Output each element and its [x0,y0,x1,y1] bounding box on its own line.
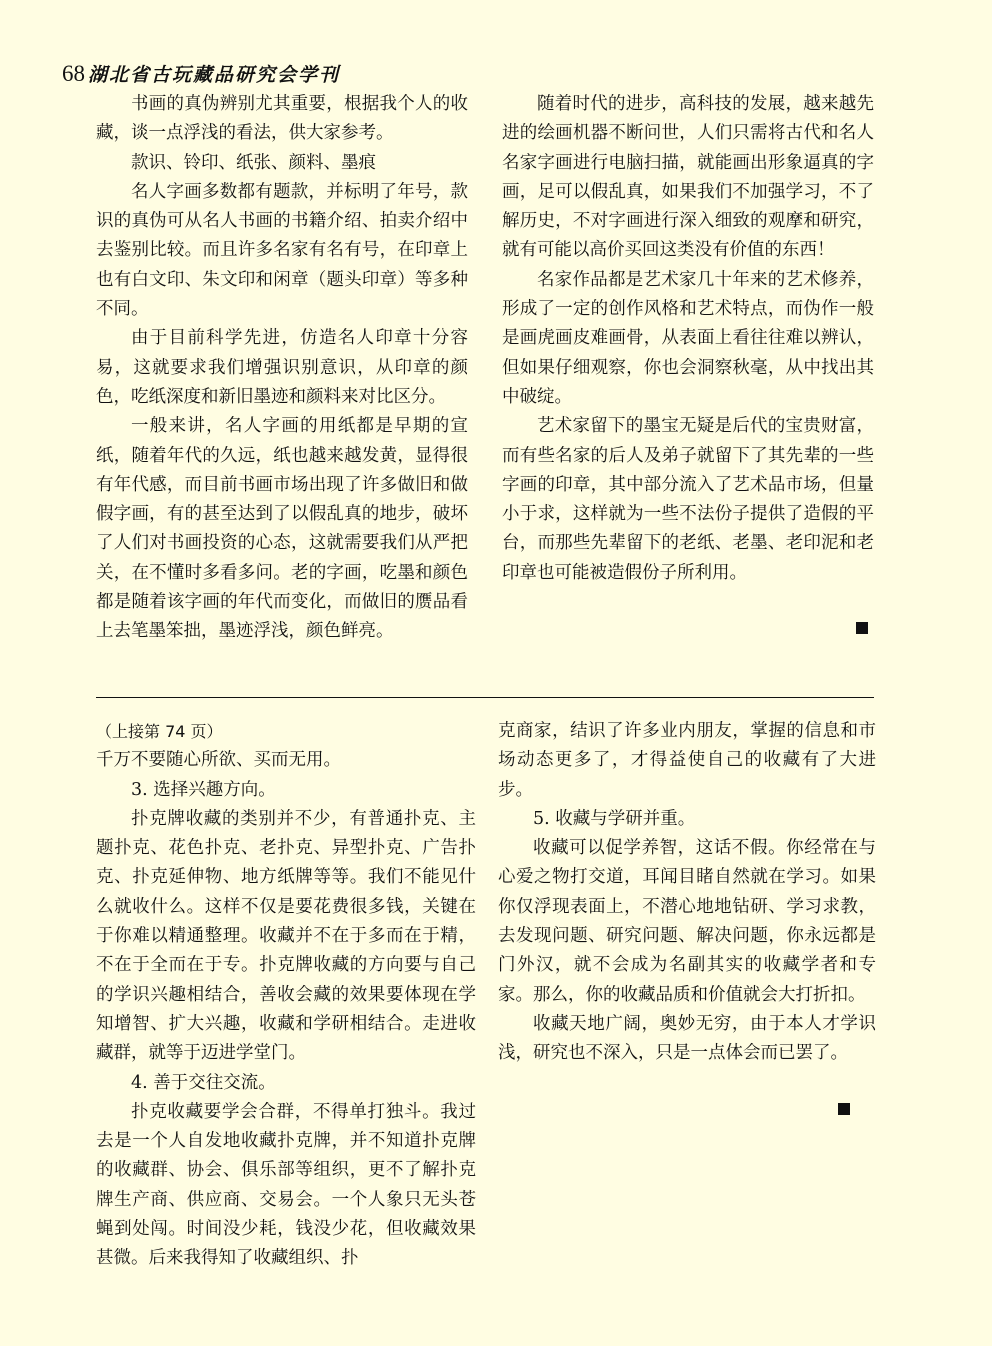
paragraph: 艺术家留下的墨宝无疑是后代的宝贵财富，而有些名家的后人及弟子就留下了其先辈的一些字画的印章，其中部分流入了艺术品市场，但量小于求，这样就为一些不法份子提供了造假的平台，而那些先辈留下的老纸、老墨、老印泥和老印章也可能被造假份子所利用。 [502,416,874,583]
paragraph: 扑克牌收藏的类别并不少，有普通扑克、主题扑克、花色扑克、老扑克、异型扑克、广告扑克、扑克延伸物、地方纸牌等等。我们不能见什么就收什么。这样不仅是要花费很多钱，关键在于你难以精通整理。收藏并不在于多而在于精，不在于全而在于专。扑克牌收藏的方向要与自己的学识兴趣相结合，善收会藏的效果要体现在学知增智、扩大兴趣，收藏和学研相结合。走进收藏群，就等于迈进学堂门。 [96,808,476,1064]
paragraph: 由于目前科学先进，仿造名人印章十分容易，这就要求我们增强识别意识，从印章的颜色，吃纸深度和新旧墨迹和颜料来对比区分。 [96,328,468,407]
article2-right-column [498,717,876,1069]
article2-left-column [96,717,476,1274]
paragraph: 收藏天地广阔，奥妙无穷，由于本人才学识浅，研究也不深入，只是一点体会而已罢了。 [498,1013,876,1064]
paragraph: 克商家，结识了许多业内朋友，掌握的信息和市场动态更多了，才得益使自己的收藏有了大进步。 [498,721,876,800]
article1-right-column [502,90,874,588]
continuation-note: （上接第 74 页） [96,722,223,741]
article1-left-column [96,90,468,647]
page-header [62,60,340,88]
paragraph: 书画的真伪辨别尤其重要，根据我个人的收藏，谈一点浮浅的看法，供大家参考。 [96,94,468,144]
section-divider [96,697,874,698]
paragraph: 名人字画多数都有题款，并标明了年号，款识的真伪可从名人书画的书籍介绍、拍卖介绍中去鉴别比较。而且许多名家有名有号，在印章上也有白文印、朱文印和闲章（题头印章）等多种不同。 [96,181,468,320]
paragraph: 名家作品都是艺术家几十年来的艺术修养，形成了一定的创作风格和艺术特点，而伪作一般是画虎画皮难画骨，从表面上看往往难以辨认，但如果仔细观察，你也会洞察秋毫，从中找出其中破绽。 [502,269,874,407]
paragraph: 扑克收藏要学会合群，不得单打独斗。我过去是一个人自发地收藏扑克牌，并不知道扑克牌的收藏群、协会、俱乐部等组织，更不了解扑克牌生产商、供应商、交易会。一个人象只无头苍蝇到处闯。时间没少耗，钱没少花，但收藏效果甚微。后来我得知了收藏组织、扑 [96,1101,476,1269]
article-end-mark [838,1103,850,1115]
journal-title: 湖北省古玩藏品研究会学刊 [88,64,341,86]
section-heading: 3. 选择兴趣方向。 [131,779,276,800]
paragraph: 收藏可以促学养智，这话不假。你经常在与心爱之物打交道，耳闻目睹自然就在学习。如果你仅浮现表面上，不潜心地地钻研、学习求教，去发现问题、研究问题、解决问题，你永远都是门外汉，就不会成为名副其实的收藏学者和专家。那么，你的收藏品质和价值就会大打折扣。 [498,838,876,1005]
section-heading: 4. 善于交往交流。 [131,1072,276,1093]
paragraph: 千万不要随心所欲、买而无用。 [96,750,341,771]
section-heading: 5. 收藏与学研并重。 [533,808,696,829]
section-heading: 款识、铃印、纸张、颜料、墨痕 [131,152,376,173]
page-number: 68 [62,61,85,86]
paragraph: 一般来讲，名人字画的用纸都是早期的宣纸，随着年代的久远，纸也越来越发黄，显得很有年代感，而目前书画市场出现了许多做旧和做假字画，有的甚至达到了以假乱真的地步，破坏了人们对书画投资的心态，这就需要我们从严把关，在不懂时多看多问。老的字画，吃墨和颜色都是随着该字画的年代而变化，而做旧的赝品看上去笔墨笨拙，墨迹浮浅，颜色鲜亮。 [96,416,468,642]
paragraph: 随着时代的进步，高科技的发展，越来越先进的绘画机器不断问世，人们只需将古代和名人名家字画进行电脑扫描，就能画出形象逼真的字画，足可以假乱真，如果我们不加强学习，不了解历史，不对字画进行深入细致的观摩和研究，就有可能以高价买回这类没有价值的东西！ [502,94,874,261]
article-end-mark [856,622,868,634]
